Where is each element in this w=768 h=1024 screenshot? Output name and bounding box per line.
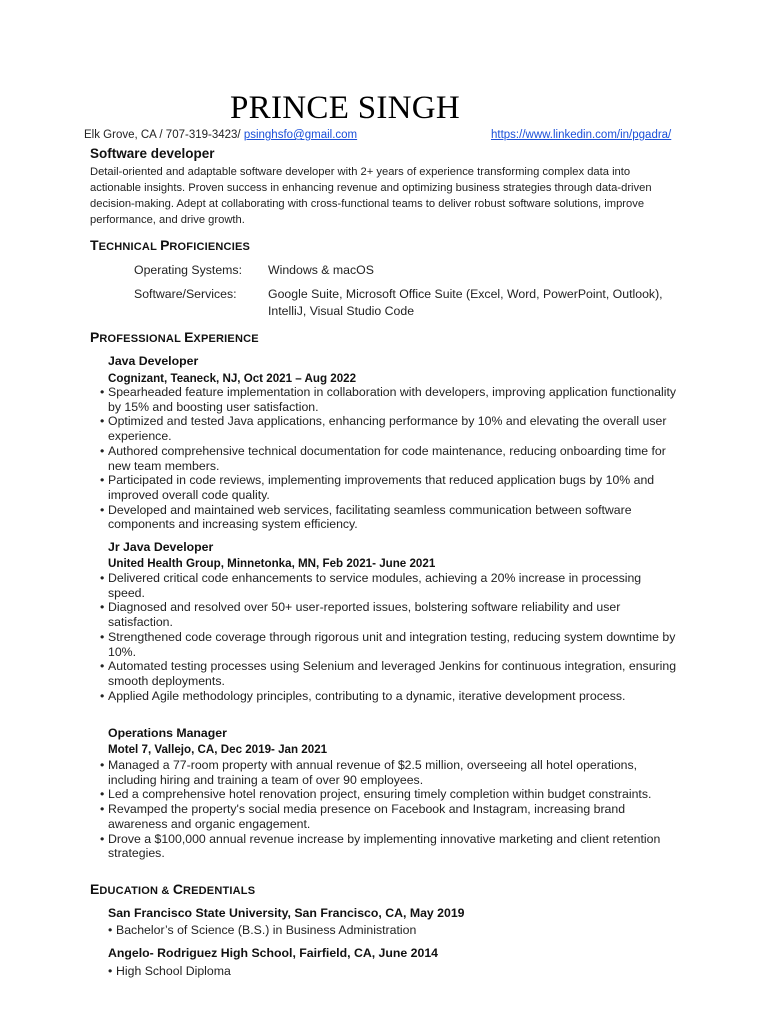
email-link[interactable]: psinghsfo@gmail.com: [243, 129, 358, 141]
contact-line: [84, 128, 357, 143]
list-item: • Managed a 77-room property with annual revenue of $2.5 million, overseeing all hotel operations, including hiring and training a team of over 90 employees.: [100, 758, 680, 787]
job-title: Operations Manager: [108, 726, 227, 740]
linkedin-link[interactable]: https://www.linkedin.com/in/pgadra/: [491, 129, 672, 141]
section-heading-education: EDUCATION & CREDENTIALS: [90, 881, 256, 897]
list-item: • Bachelor’s of Science (B.S.) in Business Administration: [108, 923, 688, 938]
list-item: • Led a comprehensive hotel renovation project, ensuring timely completion within budget constraints.: [100, 787, 680, 802]
list-item: • Spearheaded feature implementation in collaboration with developers, improving application functionality by 15% and boosting user satisfaction.: [100, 385, 680, 414]
job-company: Motel 7, Vallejo, CA, Dec 2019- Jan 2021: [108, 743, 328, 756]
candidate-name: PRINCE SINGH: [230, 90, 461, 126]
contact-location-phone: Elk Grove, CA / 707-319-3423/: [84, 129, 244, 141]
job-title: Java Developer: [108, 354, 199, 368]
list-item: • Optimized and tested Java applications, enhancing performance by 10% and elevating the overall user experience.: [100, 414, 680, 443]
list-item: • Participated in code reviews, implementing improvements that reduced application bugs by 10% and improved overall code quality.: [100, 473, 680, 502]
tech-value-software-cont: IntelliJ, Visual Studio Code: [268, 304, 415, 318]
tech-value-software: Google Suite, Microsoft Office Suite (Excel, Word, PowerPoint, Outlook),: [268, 287, 663, 301]
section-heading-technical: TECHNICAL PROFICIENCIES: [90, 237, 251, 253]
list-item: • Applied Agile methodology principles, contributing to a dynamic, iterative development process.: [100, 689, 680, 704]
education-school: Angelo- Rodriguez High School, Fairfield, CA, June 2014: [108, 946, 439, 960]
list-item: • Delivered critical code enhancements to service modules, achieving a 20% increase in processing speed.: [100, 571, 680, 600]
job-company: United Health Group, Minnetonka, MN, Feb 2021- June 2021: [108, 557, 436, 570]
summary-paragraph: Detail-oriented and adaptable software developer with 2+ years of experience transforming complex data into actionable insights. Proven success in enhancing revenue and optimizing business strategies through data-driven decision-making. Adept at collaborating with cross-functional teams to deliver robust software solutions, improve performance, and drive growth.: [90, 166, 652, 226]
tech-value-os: Windows & macOS: [268, 263, 374, 277]
list-item: • Developed and maintained web services, facilitating seamless communication between software components and increasing system efficiency.: [100, 503, 680, 532]
job-title: Jr Java Developer: [108, 540, 214, 554]
list-item: • Drove a $100,000 annual revenue increase by implementing innovative marketing and client retention strategies.: [100, 832, 680, 861]
tech-label-software: Software/Services:: [134, 287, 237, 301]
job-title-headline: Software developer: [90, 146, 215, 161]
list-item: • Automated testing processes using Selenium and leveraged Jenkins for continuous integration, ensuring smooth deployments.: [100, 659, 680, 688]
list-item: • Authored comprehensive technical documentation for code maintenance, reducing onboarding time for new team members.: [100, 444, 680, 473]
job-bullets: [100, 385, 680, 532]
list-item: • Diagnosed and resolved over 50+ user-reported issues, bolstering software reliability and user satisfaction.: [100, 600, 680, 629]
education-details: [108, 964, 688, 979]
list-item: • Revamped the property's social media presence on Facebook and Instagram, increasing brand awareness and organic engagement.: [100, 802, 680, 831]
list-item: • Strengthened code coverage through rigorous unit and integration testing, reducing system downtime by 10%.: [100, 630, 680, 659]
job-bullets: [100, 571, 680, 703]
section-heading-experience: PROFESSIONAL EXPERIENCE: [90, 329, 259, 345]
tech-label-os: Operating Systems:: [134, 263, 242, 277]
job-company: Cognizant, Teaneck, NJ, Oct 2021 – Aug 2022: [108, 372, 357, 385]
job-bullets: [100, 758, 680, 861]
list-item: • High School Diploma: [108, 964, 688, 979]
education-school: San Francisco State University, San Francisco, CA, May 2019: [108, 906, 465, 920]
education-details: [108, 923, 688, 938]
